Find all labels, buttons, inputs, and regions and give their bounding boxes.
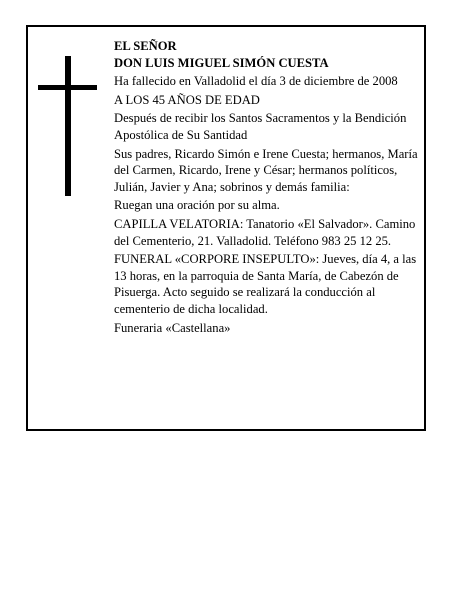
- chapel-info: CAPILLA VELATORIA: Tanatorio «El Salvador». Camino del Cementerio, 21. Valladolid. Teléfono 983 25 12 25.: [114, 216, 416, 248]
- family-statement: Sus padres, Ricardo Simón e Irene Cuesta; hermanos, María del Carmen, Ricardo, Irene y César; hermanos políticos, Julián, Javier y Ana; sobrinos y demás familia:: [114, 146, 418, 194]
- death-statement: Ha fallecido en Valladolid el día 3 de diciembre de 2008: [114, 74, 398, 89]
- notice-heading: EL SEÑOR: [114, 39, 177, 53]
- cross-icon: [65, 56, 71, 196]
- sacraments-statement: Después de recibir los Santos Sacramentos y la Bendición Apostólica de Su Santidad: [114, 111, 407, 142]
- deceased-name: DON LUIS MIGUEL SIMÓN CUESTA: [114, 55, 329, 70]
- funeral-info: FUNERAL «CORPORE INSEPULTO»: Jueves, día 4, a las 13 horas, en la parroquia de Santa María, de Cabezón de Pisuerga. Acto seguido se realizará la conducción al cementerio de dicha localidad.: [114, 252, 417, 316]
- prayer-request: Ruegan una oración por su alma.: [114, 198, 280, 213]
- age-statement: A LOS 45 AÑOS DE EDAD: [114, 92, 260, 107]
- funeral-home: Funeraria «Castellana»: [114, 320, 231, 335]
- cross-icon-bar: [38, 85, 97, 90]
- obituary-text: [114, 38, 426, 338]
